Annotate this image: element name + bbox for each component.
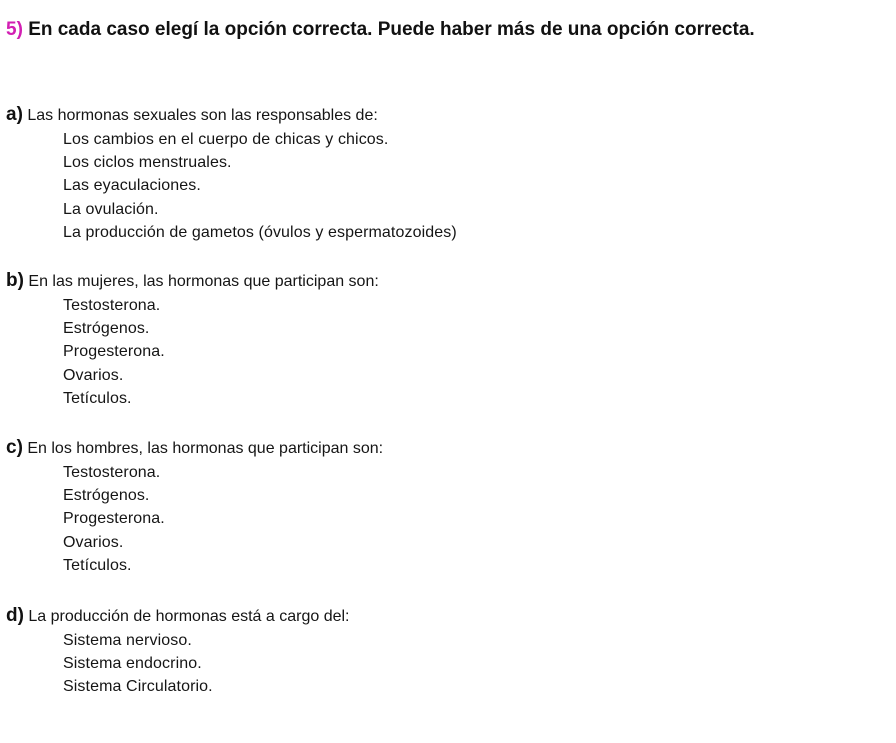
exercise-instruction: En cada caso elegí la opción correcta. Puede haber más de una opción correcta. bbox=[28, 19, 755, 40]
option-item[interactable]: Progesterona. bbox=[63, 510, 165, 528]
question-a bbox=[6, 104, 866, 244]
option-item[interactable]: Ovarios. bbox=[63, 366, 124, 384]
option-item[interactable]: Sistema endocrino. bbox=[63, 655, 202, 673]
question-letter: d) bbox=[6, 605, 24, 626]
option-item[interactable]: Progesterona. bbox=[63, 343, 165, 361]
question-prompt bbox=[6, 104, 866, 128]
option-item[interactable]: Estrógenos. bbox=[63, 320, 150, 338]
option-item[interactable]: Los cambios en el cuerpo de chicas y chicos. bbox=[63, 131, 389, 148]
option-item[interactable]: Sistema nervioso. bbox=[63, 632, 192, 649]
question-prompt bbox=[6, 605, 866, 629]
question-b bbox=[6, 270, 866, 410]
question-prompt bbox=[6, 437, 866, 461]
option-item[interactable]: Tetículos. bbox=[63, 556, 132, 574]
option-item[interactable]: Testosterona. bbox=[63, 464, 161, 481]
option-item[interactable]: Las eyaculaciones. bbox=[63, 177, 201, 195]
option-list bbox=[6, 128, 866, 244]
option-item[interactable]: Estrógenos. bbox=[63, 487, 150, 505]
option-item[interactable]: Los ciclos menstruales. bbox=[63, 154, 232, 172]
question-text: En las mujeres, las hormonas que participan son: bbox=[28, 273, 379, 290]
question-letter: b) bbox=[6, 270, 24, 291]
question-prompt bbox=[6, 270, 866, 294]
option-item[interactable]: Sistema Circulatorio. bbox=[63, 678, 213, 696]
option-item[interactable]: Testosterona. bbox=[63, 297, 161, 314]
exercise-number: 5) bbox=[6, 19, 23, 40]
question-text: La producción de hormonas está a cargo del: bbox=[28, 608, 350, 625]
option-list bbox=[6, 294, 866, 410]
option-item[interactable]: La ovulación. bbox=[63, 200, 159, 218]
option-item[interactable]: La producción de gametos (óvulos y espermatozoides) bbox=[63, 223, 457, 241]
question-d bbox=[6, 605, 866, 699]
option-item[interactable]: Ovarios. bbox=[63, 533, 124, 551]
option-list bbox=[6, 461, 866, 577]
question-text: Las hormonas sexuales son las responsables de: bbox=[27, 107, 378, 124]
exercise-heading bbox=[6, 16, 766, 43]
option-item[interactable]: Tetículos. bbox=[63, 389, 132, 407]
question-letter: c) bbox=[6, 437, 23, 458]
question-letter: a) bbox=[6, 104, 23, 125]
question-c bbox=[6, 437, 866, 577]
question-text: En los hombres, las hormonas que participan son: bbox=[27, 440, 384, 457]
option-list bbox=[6, 629, 866, 699]
